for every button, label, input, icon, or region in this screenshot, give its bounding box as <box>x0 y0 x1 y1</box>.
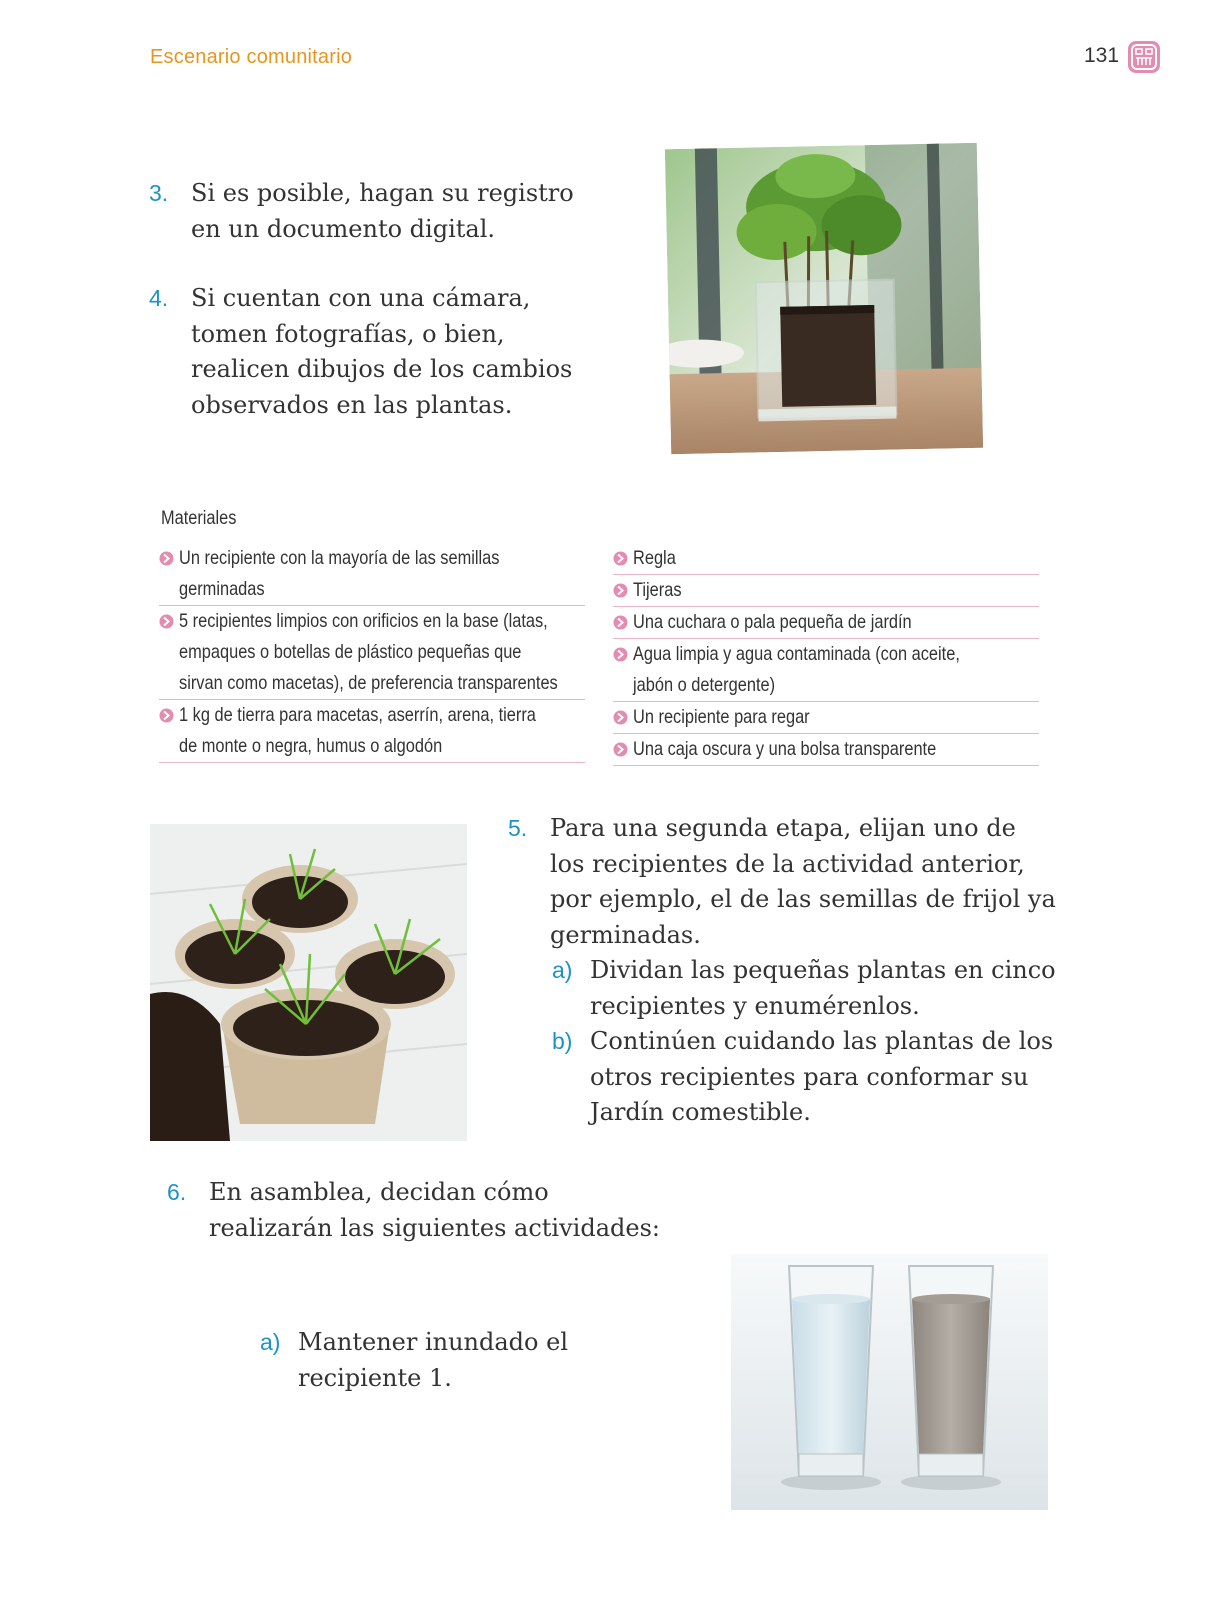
step-4 <box>149 281 573 423</box>
list-item <box>613 639 1039 702</box>
step-number: 6. <box>167 1179 187 1205</box>
chevron-right-icon <box>159 551 174 566</box>
step-line: realicen dibujos de los cambios <box>191 355 573 383</box>
list-item-line: jabón o detergente) <box>633 674 776 696</box>
step-3 <box>149 176 574 247</box>
list-item-line: de monte o negra, humus o algodón <box>179 735 443 757</box>
list-item <box>159 543 585 606</box>
chevron-right-icon <box>613 742 628 757</box>
list-item-line: Agua limpia y agua contaminada (con aceite, <box>633 643 960 665</box>
step-5-a <box>552 953 1056 1024</box>
list-item-line: Una caja oscura y una bolsa transparente <box>633 738 937 760</box>
photo-clean-and-dirty-water-glasses <box>731 1254 1048 1510</box>
chevron-right-icon <box>613 710 628 725</box>
list-item-line: germinadas <box>179 578 265 600</box>
list-item-line: Regla <box>633 547 676 569</box>
sub-step-line: Dividan las pequeñas plantas en cinco <box>590 956 1056 984</box>
materials-list-left <box>159 543 585 763</box>
list-item-line: Una cuchara o pala pequeña de jardín <box>633 611 912 633</box>
step-line: los recipientes de la actividad anterior, <box>550 849 1025 878</box>
list-item-line: Un recipiente para regar <box>633 706 810 728</box>
step-number: 5. <box>508 815 528 841</box>
step-line: por ejemplo, el de las semillas de frijol ya <box>550 885 1056 913</box>
step-line: Si cuentan con una cámara, <box>191 284 531 312</box>
step-line: germinadas. <box>550 920 701 949</box>
list-item-line: sirvan como macetas), de preferencia transparentes <box>179 672 558 694</box>
sub-step-line: recipiente 1. <box>298 1363 452 1392</box>
sub-step-line: Continúen cuidando las plantas de los <box>590 1027 1054 1055</box>
step-line: tomen fotografías, o bien, <box>191 319 505 348</box>
sub-step-line: recipientes y enumérenlos. <box>590 991 920 1020</box>
photo-seedlings-in-peat-pots <box>150 824 467 1141</box>
chevron-right-icon <box>613 647 628 662</box>
materials-list-right <box>613 543 1039 766</box>
list-item-line: Tijeras <box>633 579 682 601</box>
photo-plant-in-glass-pot <box>665 143 983 454</box>
step-line: En asamblea, decidan cómo <box>209 1178 549 1206</box>
list-item-line: Un recipiente con la mayoría de las semillas <box>179 547 500 569</box>
list-item-line: 1 kg de tierra para macetas, aserrín, arena, tierra <box>179 704 536 726</box>
list-item <box>613 607 1039 639</box>
chevron-right-icon <box>613 551 628 566</box>
list-item-line: empaques o botellas de plástico pequeñas que <box>179 641 522 663</box>
list-item <box>613 575 1039 607</box>
sub-step-line: Mantener inundado el <box>298 1328 568 1356</box>
step-line: en un documento digital. <box>191 214 496 243</box>
materials-heading: Materiales <box>161 508 237 529</box>
step-line: Para una segunda etapa, elijan uno de <box>550 814 1016 842</box>
step-line: observados en las plantas. <box>191 390 513 419</box>
page-number: 131 <box>1084 44 1120 67</box>
sub-step-letter: a) <box>260 1329 281 1355</box>
sub-step-line: otros recipientes para conformar su <box>590 1062 1029 1091</box>
list-item-line: 5 recipientes limpios con orificios en la base (latas, <box>179 610 548 632</box>
step-5 <box>508 811 1056 953</box>
chevron-right-icon <box>613 583 628 598</box>
list-item <box>613 702 1039 734</box>
step-number: 3. <box>149 180 169 206</box>
step-line: Si es posible, hagan su registro <box>191 179 574 207</box>
list-item <box>159 700 585 763</box>
step-6 <box>167 1175 660 1246</box>
sub-step-letter: a) <box>552 957 573 983</box>
section-title: Escenario comunitario <box>150 46 353 68</box>
chevron-right-icon <box>159 708 174 723</box>
chevron-right-icon <box>159 614 174 629</box>
list-item <box>159 606 585 700</box>
step-number: 4. <box>149 285 169 311</box>
list-item <box>613 543 1039 575</box>
list-item <box>613 734 1039 766</box>
step-line: realizarán las siguientes actividades: <box>209 1213 660 1242</box>
step-5-b <box>552 1024 1054 1131</box>
chevron-right-icon <box>613 615 628 630</box>
grid-glyph-icon <box>1127 40 1161 74</box>
sub-step-letter: b) <box>552 1028 573 1054</box>
step-6-a <box>260 1325 568 1396</box>
sub-step-line: Jardín comestible. <box>590 1098 811 1126</box>
